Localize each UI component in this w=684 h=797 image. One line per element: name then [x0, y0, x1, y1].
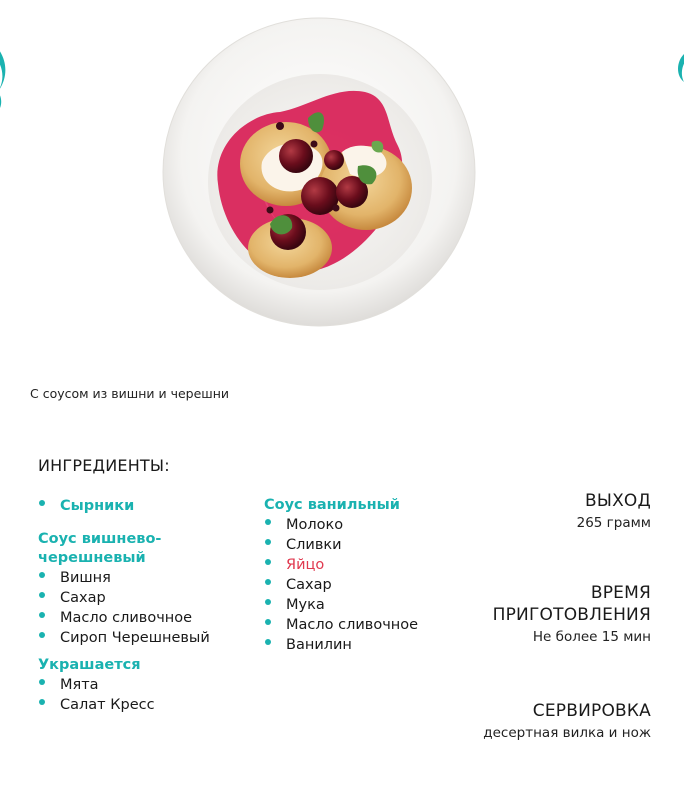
serving-value: десертная вилка и нож [483, 725, 651, 741]
time-value: Не более 15 мин [532, 629, 651, 645]
list-item: Сливки [264, 535, 464, 555]
dish-photo [160, 14, 478, 332]
ingredients-heading: ИНГРЕДИЕНТЫ: [38, 456, 170, 475]
group-title-garnish: Украшается [38, 657, 141, 673]
garnish-list [38, 675, 248, 715]
list-item: Вишня [38, 568, 248, 588]
list-item: Сахар [264, 575, 464, 595]
serving-block [451, 700, 651, 744]
list-item-highlighted: Яйцо [264, 555, 464, 575]
list-item: Масло сливочное [38, 608, 248, 628]
dish-caption: С соусом из вишни и черешни [30, 386, 230, 401]
ingredients-column-2 [264, 496, 464, 655]
group-title-vanilla-sauce: Соус ванильный [264, 497, 400, 513]
list-item [38, 496, 248, 516]
list-item: Салат Кресс [38, 695, 248, 715]
list-item: Мята [38, 675, 248, 695]
ingredients-column-1 [38, 496, 248, 715]
main-ingredient: Сырники [60, 498, 135, 514]
list-item: Сахар [38, 588, 248, 608]
main-ingredient-list [38, 496, 248, 516]
cherry-sauce-list [38, 568, 248, 648]
vanilla-sauce-list [264, 515, 464, 655]
decorative-leaf-right [676, 52, 684, 92]
decorative-leaf-left [0, 42, 14, 108]
time-block [451, 582, 651, 648]
yield-title: ВЫХОД [585, 491, 651, 511]
list-item: Ванилин [264, 635, 464, 655]
list-item: Мука [264, 595, 464, 615]
yield-block [451, 490, 651, 534]
serving-title: СЕРВИРОВКА [532, 701, 651, 721]
list-item: Масло сливочное [264, 615, 464, 635]
time-title: ВРЕМЯ ПРИГОТОВЛЕНИЯ [492, 583, 651, 625]
list-item: Молоко [264, 515, 464, 535]
list-item: Сироп Черешневый [38, 628, 248, 648]
group-title-cherry-sauce: Соус вишнево-черешневый [38, 531, 162, 566]
yield-value: 265 грамм [576, 515, 651, 531]
